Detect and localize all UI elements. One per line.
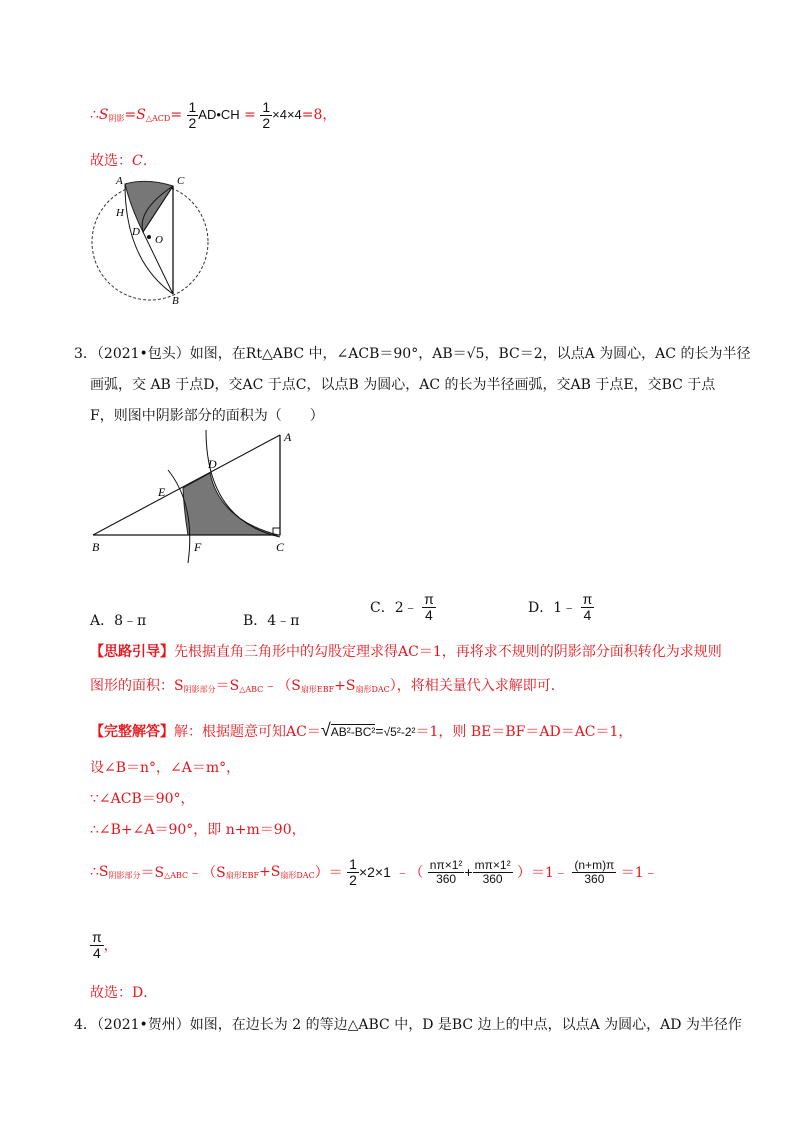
figure-triangle-arcs bbox=[88, 425, 298, 570]
q4-number: 4． bbox=[74, 1017, 97, 1033]
hint-line1: 【思路引导】先根据直角三角形中的勾股定理求得AC＝1，再将求不规则的阴影部分面积转化为求规则 bbox=[90, 644, 722, 660]
solution-line5: $\therefore S_{阴影部分}=S_{\triangle ABC}﹣(S_{扇形EBF}+S_{扇形DAC})=$ $\frac{1}{2}$ ×2×1 ﹣（ $\frac{\text{nπ×1²}}{360}$ + $\frac{\text{mπ×1²}}{360}$ ）＝1﹣ $\frac{(n+m)\pi}{360}$ ＝1﹣ bbox=[90, 856, 658, 888]
label-e: E bbox=[158, 485, 166, 499]
choice-line-c: 故选：C． bbox=[90, 153, 157, 169]
fraction-half-1: $\frac{1}{2}$ bbox=[188, 99, 197, 131]
hint-line2: 图形的面积：$S_{阴影部分}=S_{\triangle ABC}﹣(S_{扇形EBF}+S_{扇形DAC})$，将相关量代入求解即可． bbox=[90, 678, 565, 694]
shaded-region bbox=[183, 473, 278, 535]
label-a: A bbox=[284, 430, 292, 444]
choice-line-d: 故选：D． bbox=[90, 985, 158, 1001]
fraction-pi-over-4: $\frac{\pi}{4}$ bbox=[582, 591, 593, 623]
solution-line1: 【完整解答】解：根据题意可知AC＝√AB²-BC²=√5²-2²＝1，则 BE＝BF＝AD＝AC＝1， bbox=[90, 720, 633, 740]
label-b: B bbox=[92, 540, 100, 554]
label-f: F bbox=[194, 540, 202, 554]
root-expression-1: AB²-BC² bbox=[330, 725, 376, 739]
q3-line2: 画弧，交 AB 于点D，交AC 于点C，以点B 为圆心，AC 的长为半径画弧，交AB 于点E，交BC 于点 bbox=[90, 377, 716, 393]
label-h: H bbox=[116, 207, 124, 219]
hint-tag: 【思路引导】 bbox=[90, 644, 174, 660]
figure-circle-shaded bbox=[85, 170, 215, 305]
fraction-pi-over-4: $\frac{\pi}{4}$ bbox=[424, 591, 434, 623]
label-b: B bbox=[172, 295, 179, 305]
option-c[interactable]: C．2﹣ $\frac{\pi}{4}$ bbox=[370, 591, 434, 623]
center-point-o bbox=[147, 235, 151, 239]
fraction-sector-ebf: $\frac{\text{nπ×1²}}{360}$ bbox=[429, 858, 463, 886]
label-c: C bbox=[177, 175, 185, 187]
q3-line3: F，则图中阴影部分的面积为（ ） bbox=[90, 408, 324, 424]
solution-line6: $\frac{\pi}{4}$ ， bbox=[92, 929, 118, 961]
fraction-sum-angles: $\frac{(n+m)\pi}{360}$ bbox=[574, 858, 615, 886]
label-d: D bbox=[132, 226, 140, 238]
label-c: C bbox=[276, 540, 285, 554]
option-b[interactable]: B．4﹣π bbox=[243, 613, 300, 629]
q3-line1: 3．（2021•包头）如图，在Rt△ABC 中，∠ACB＝90°，AB＝√5，BC＝2，以点A 为圆心，AC 的长为半径 bbox=[74, 346, 751, 362]
solution-line2: 设∠B＝n°，∠A＝m°， bbox=[90, 760, 241, 776]
solution-tag: 【完整解答】 bbox=[90, 724, 174, 740]
label-a: A bbox=[116, 175, 123, 187]
fraction-sector-dac: $\frac{\text{mπ×1²}}{360}$ bbox=[474, 858, 511, 886]
therefore-symbol: ∴ bbox=[90, 107, 99, 124]
fraction-half-3: $\frac{1}{2}$ bbox=[349, 856, 357, 888]
solution-line3: ∵∠ACB＝90°， bbox=[90, 791, 195, 807]
solution-line4: ∴∠B+∠A＝90°，即 n+m＝90， bbox=[90, 822, 306, 838]
fraction-half-2: $\frac{1}{2}$ bbox=[262, 99, 271, 131]
option-d[interactable]: D．1﹣ $\frac{\pi}{4}$ bbox=[528, 591, 593, 623]
label-o: O bbox=[155, 234, 163, 246]
label-d: D bbox=[208, 457, 217, 471]
root-expression-2: √5²-2² bbox=[383, 725, 416, 739]
option-a[interactable]: A．8﹣π bbox=[90, 613, 147, 629]
q4-line1: 4．（2021•贺州）如图，在边长为 2 的等边△ABC 中，D 是BC 边上的中点，以点A 为圆心，AD 为半径作 bbox=[74, 1017, 742, 1033]
area-formula-line: $\therefore S_{阴影}=S_{\triangle ACD}=$ $\frac{1}{2}$ AD•CH = $\frac{1}{2}$ ×4×4=8， bbox=[90, 99, 337, 131]
q3-number: 3． bbox=[74, 346, 97, 362]
fraction-pi-over-4: $\frac{\pi}{4}$ bbox=[92, 929, 102, 961]
